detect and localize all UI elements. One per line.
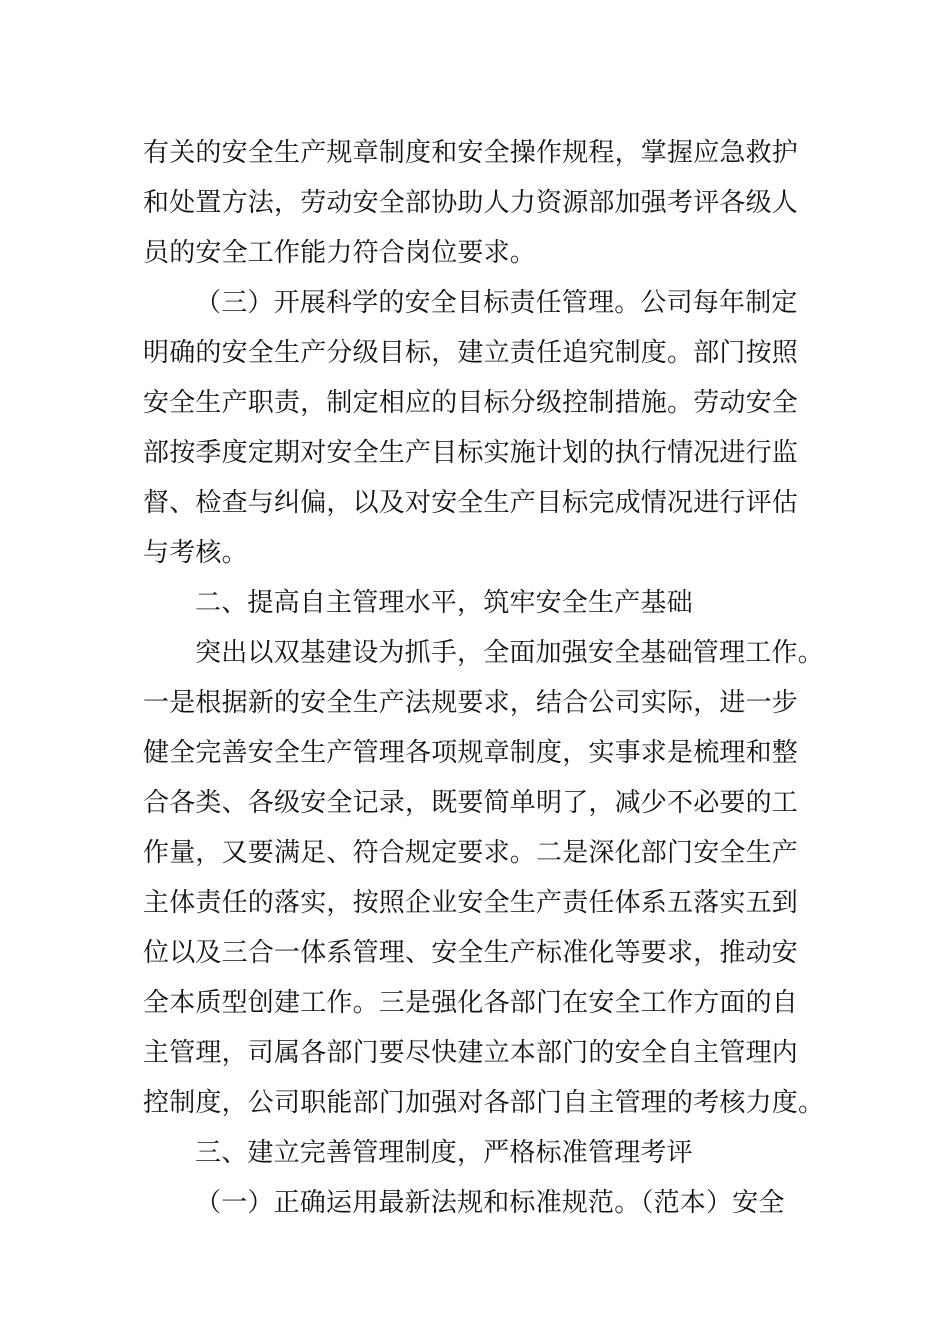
paragraph-start-line: （三）开展科学的安全目标责任管理。公司每年制定 bbox=[195, 288, 798, 318]
document-body bbox=[143, 128, 823, 1228]
text-line: 员的安全工作能力符合岗位要求。 bbox=[143, 238, 537, 268]
paragraph-start-line: 突出以双基建设为抓手，全面加强安全基础管理工作。 bbox=[195, 638, 824, 668]
text-line: 健全完善安全生产管理各项规章制度，实事求是梳理和整 bbox=[143, 738, 799, 768]
text-line: 全本质型创建工作。三是强化各部门在安全工作方面的自 bbox=[143, 988, 799, 1018]
text-line: 和处置方法，劳动安全部协助人力资源部加强考评各级人 bbox=[143, 188, 799, 218]
text-line: 一是根据新的安全生产法规要求，结合公司实际，进一步 bbox=[143, 688, 799, 718]
text-line: 明确的安全生产分级目标，建立责任追究制度。部门按照 bbox=[143, 338, 799, 368]
text-line: 控制度，公司职能部门加强对各部门自主管理的考核力度。 bbox=[143, 1088, 825, 1118]
section-heading: 三、建立完善管理制度，严格标准管理考评 bbox=[195, 1138, 693, 1168]
text-line: 督、检查与纠偏，以及对安全生产目标完成情况进行评估 bbox=[143, 488, 799, 518]
text-line: 部按季度定期对安全生产目标实施计划的执行情况进行监 bbox=[143, 438, 799, 468]
text-line: 安全生产职责，制定相应的目标分级控制措施。劳动安全 bbox=[143, 388, 799, 418]
text-line: 主管理，司属各部门要尽快建立本部门的安全自主管理内 bbox=[143, 1038, 799, 1068]
text-line: 主体责任的落实，按照企业安全生产责任体系五落实五到 bbox=[143, 888, 799, 918]
text-line: 合各类、各级安全记录，既要简单明了，减少不必要的工 bbox=[143, 788, 799, 818]
text-line: 与考核。 bbox=[143, 538, 248, 568]
text-line: 作量，又要满足、符合规定要求。二是深化部门安全生产 bbox=[143, 838, 799, 868]
text-line: 有关的安全生产规章制度和安全操作规程，掌握应急救护 bbox=[143, 138, 799, 168]
text-line: 位以及三合一体系管理、安全生产标准化等要求，推动安 bbox=[143, 938, 799, 968]
section-heading: 二、提高自主管理水平，筑牢安全生产基础 bbox=[195, 588, 693, 618]
paragraph-start-line: （一）正确运用最新法规和标准规范。（范本）安全 bbox=[195, 1188, 785, 1218]
